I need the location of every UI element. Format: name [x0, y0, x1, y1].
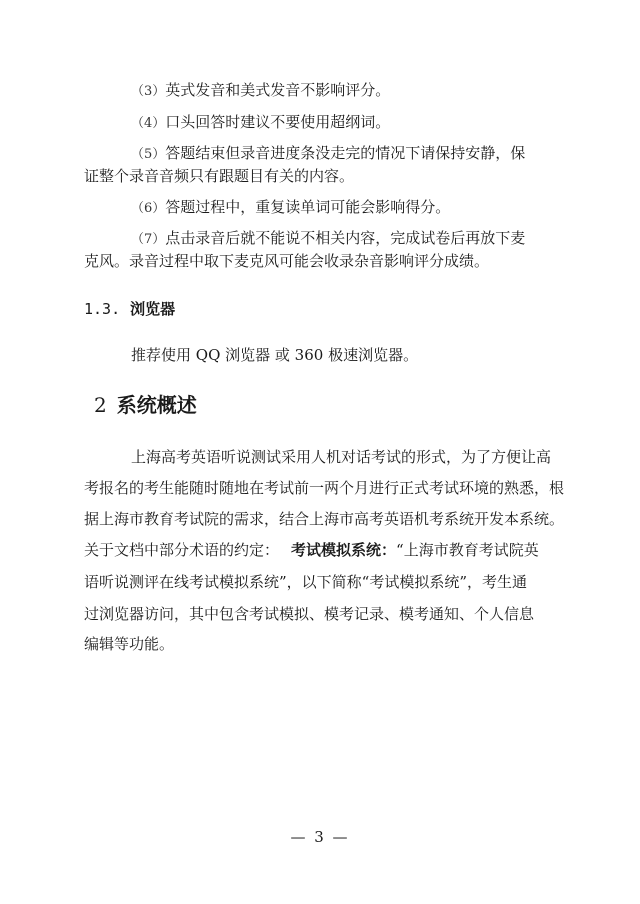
note-text: 口头回答时建议不要使用超纲词。	[165, 113, 391, 131]
section-1-3-heading	[84, 298, 175, 319]
browser-recommendation: 推荐使用 QQ 浏览器 或 360 极速浏览器。	[131, 346, 419, 364]
overview-line-1: 上海高考英语听说测试采用人机对话考试的形式，为了方便让高	[131, 448, 552, 466]
note-item-3	[131, 80, 390, 102]
overview-line-2: 考报名的考生能随时随地在考试前一两个月进行正式考试环境的熟悉，根	[84, 479, 565, 497]
note-number: （5）	[131, 147, 166, 162]
note-item-5	[131, 143, 525, 165]
note-number: （3）	[131, 84, 166, 99]
note-item-7-continuation: 克风。录音过程中取下麦克风可能会收录杂音影响评分成绩。	[84, 252, 490, 270]
note-item-4	[131, 112, 390, 134]
section-title: 系统概述	[116, 393, 197, 417]
note-text: 答题过程中，重复读单词可能会影响得分。	[165, 198, 451, 216]
note-item-7	[131, 228, 525, 250]
terminology-line-4: 编辑等功能。	[84, 635, 175, 653]
note-number: （6）	[131, 201, 166, 216]
terminology-line-2: 语听说测评在线考试模拟系统”，以下简称“考试模拟系统”，考生通	[84, 573, 528, 591]
terminology-term: 考试模拟系统：	[291, 541, 397, 559]
terminology-prefix: 关于文档中部分术语的约定：	[84, 541, 280, 559]
note-number: （4）	[131, 116, 166, 131]
section-number: 2	[94, 393, 107, 417]
section-number: 1.3.	[84, 300, 121, 318]
note-item-6	[131, 197, 450, 219]
section-2-heading	[94, 389, 197, 418]
page-number: — 3 —	[290, 828, 350, 846]
note-text: 英式发音和美式发音不影响评分。	[165, 81, 391, 99]
note-number: （7）	[131, 232, 166, 247]
note-text: 答题结束但录音进度条没走完的情况下请保持安静，保	[165, 144, 526, 162]
terminology-line	[84, 540, 539, 560]
terminology-line-3: 过浏览器访问，其中包含考试模拟、模考记录、模考通知、个人信息	[84, 605, 535, 623]
note-text: 点击录音后就不能说不相关内容，完成试卷后再放下麦	[165, 229, 526, 247]
section-title: 浏览器	[130, 300, 176, 318]
note-item-5-continuation: 证整个录音音频只有跟题目有关的内容。	[84, 167, 355, 185]
terminology-text: “上海市教育考试院英	[396, 541, 539, 559]
overview-line-3: 据上海市教育考试院的需求，结合上海市高考英语机考系统开发本系统。	[84, 510, 565, 528]
